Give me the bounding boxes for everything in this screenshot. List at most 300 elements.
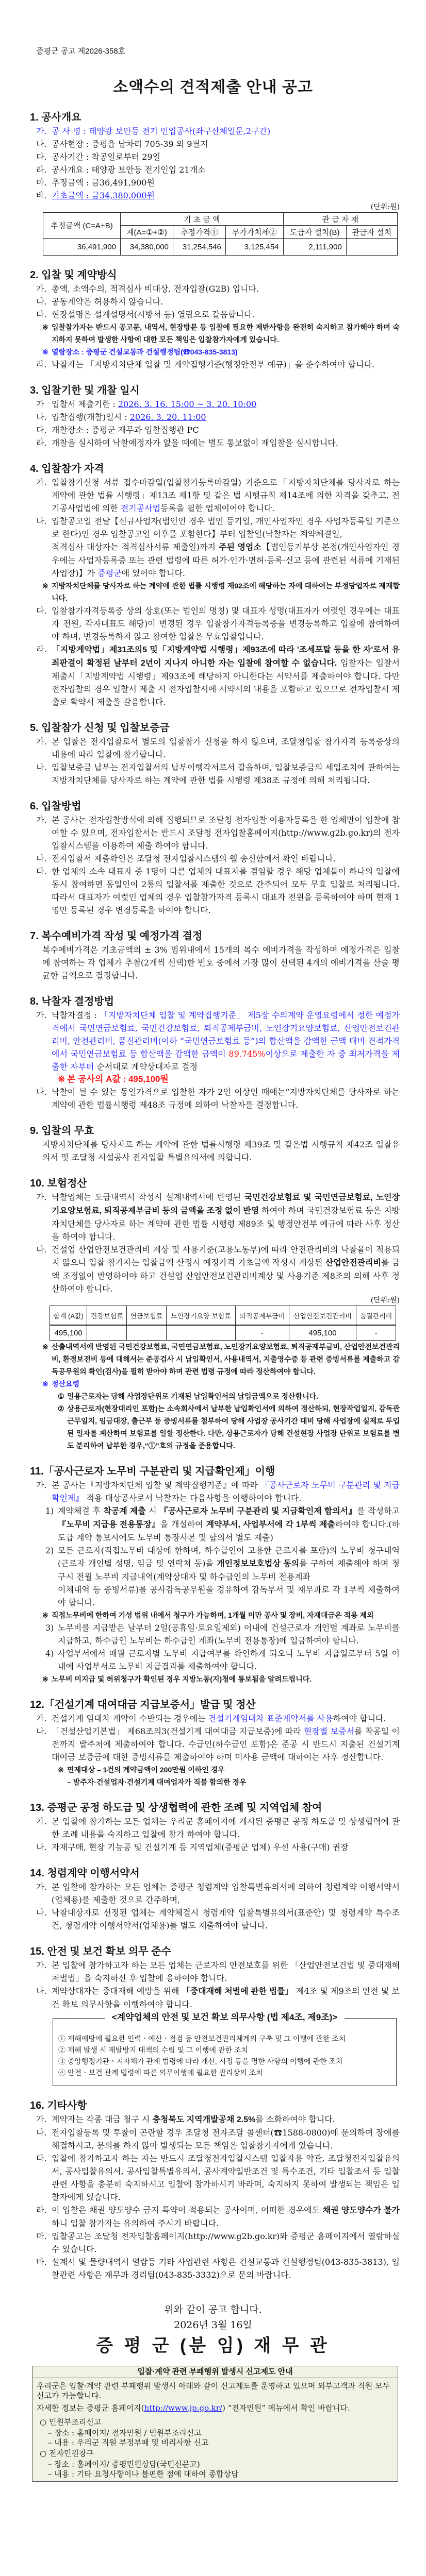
text-run: 공사기간 : 착공일로부터 29일 <box>52 152 161 162</box>
closing-date: 2026년 3월 16일 <box>174 2319 252 2331</box>
text-run: 입찰보증금 납부는 전자입찰서의 납부이행각서로서 갈음하며, 입찰보증금의 세입조치에 관하여는 지방자치단체를 당사자로 하는 계약에 관한 법률 시행령 제38조 규정에 의해 처리됩니다. <box>52 762 400 785</box>
section-heading: 11.「공사근로자 노무비 구분관리 및 지급확인제」이행 <box>30 1466 275 1477</box>
text-run: 「중대재해 처벌에 관한 법률」 <box>182 1987 293 1996</box>
sub-item <box>0 1504 400 1544</box>
list-item <box>0 308 400 321</box>
text-run: 복수예비가격은 기초금액의 ± 3% 범위내에서 15개의 복수 예비가격을 작성하며 예정가격은 입찰에 참여하는 각 업체가 추첨(2개씩 선택)한 번호 중에서 가장 많이 선택된 4개의 예비가격을 산술 평균한 금액으로 결정합니다. <box>42 945 400 980</box>
table-cell: 495,100 <box>289 1325 356 1341</box>
item-label: 다. <box>36 425 47 435</box>
table-header-row <box>50 1306 396 1326</box>
item-label: 가. <box>36 1882 47 1892</box>
detail-pre: 자세한 정보는 증평군 홈페이지( <box>37 2403 144 2413</box>
note <box>0 321 400 346</box>
text-run: 본 입찰에 참가하는 모든 업체는 증평군 청렴계약 입찰특별유의서에 의하여 청렴계약 이행서약서(업체용)를 제출한 것으로 간주하며, <box>52 1882 400 1905</box>
text-run: 개찰을 실시하여 낙찰예정자가 없을 때에는 별도 통보없이 재입찰을 실시합니다. <box>52 438 338 448</box>
sub-item <box>0 1621 400 1647</box>
list-item <box>0 2113 400 2126</box>
section-10 <box>0 1176 426 1452</box>
section-5 <box>0 721 426 787</box>
item-label: 가. <box>36 1817 47 1826</box>
list-item <box>0 1959 400 1985</box>
section-heading: 16. 기타사항 <box>30 2100 87 2111</box>
section-7 <box>0 929 426 982</box>
table-header-cell: 관 급 자 재 <box>283 213 397 226</box>
sub-item <box>0 1647 400 1673</box>
item-label: ※ <box>42 1380 48 1388</box>
note <box>0 1073 415 1086</box>
text-run: 입찰서 제출기한 : <box>52 399 118 409</box>
item-label: 가. <box>36 1192 47 1202</box>
text-run: 개찰장소 : 증평군 재무과 입찰집행관 PC <box>52 425 199 435</box>
text-run: 하여야 합니다. <box>333 1714 386 1723</box>
section-4 <box>0 462 426 708</box>
text-run: 직접노무비에 한하여 기성 범위 내에서 청구가 가능하며, 1개월 미만 공사 및 장비, 자재대금은 적용 제외 <box>52 1611 374 1619</box>
table-cell: - <box>236 1325 289 1341</box>
text-run: 입찰집행(개찰)일시 : <box>52 412 130 422</box>
item-label: 4) <box>45 1649 54 1658</box>
table-header-cell: 추정가격① <box>173 226 225 239</box>
document-title: 소액수의 견적제출 안내 공고 <box>113 79 313 96</box>
item-label: 가. <box>36 478 47 487</box>
budget-table <box>43 212 398 256</box>
item-label: 가. <box>36 1714 47 1723</box>
item-label: 나. <box>36 2128 47 2138</box>
text-run: 전자입찰서 제출확인은 조달청 전자입찰시스템의 웹 송신함에서 확인 바랍니다. <box>52 854 336 863</box>
note <box>0 1764 400 1776</box>
text-run: 본 공사는『지방자치단체 입찰 및 계약집행기준』에 따라 <box>52 1480 261 1490</box>
list-item <box>0 411 400 423</box>
list-item <box>0 1906 400 1932</box>
text-run: 제4조 및 제9조의 안전 및 보건 확보 의무사항을 이행하여야 합니다. <box>52 1986 400 2009</box>
table-header-cell: 산업안전보건관리비 <box>289 1306 356 1326</box>
text-run: 총액, 소액수의, 적격심사 비대상, 전자입찰(G2B) 입니다. <box>52 284 259 294</box>
section-heading: 15. 안전 및 보건 확보 의무 준수 <box>30 1946 171 1957</box>
text-run: 입찰참가자격등록증 상의 상호(또는 법인의 명칭) 및 대표자 성명(대표자가 여럿인 경우에는 대표자 전원, 각자대표도 해당)이 변경된 경우 입찰참가자격등록증을 변경등록하고 입찰에 참여하여야 하며, 변경등록하지 않고 참여한 입찰은 무효입찰입니다. <box>52 606 400 641</box>
item-label: 다. <box>36 2154 47 2163</box>
text-run: 산출내역서에 반영된 국민건강보험료, 국민연금보험료, 노인장기요양보험료, 퇴직공제부금비, 산업안전보건관리비, 환경보전비 등에 대해서는 준공검사 시 납입확인서, 사용내역서, 지출영수증 등 관련 증빙서류를 제출하고 감독공무원의 확인(검사)을 필히 받아야 하며 관련 법령 규정에 따라 정산하여야 합니다. <box>52 1343 400 1376</box>
text-run: 순서대로 계약상대자로 결정 <box>96 1062 198 1072</box>
text-run: 한 업체의 소속 대표자 중 1명이 다른 업체의 대표자를 겸임할 경우 해당 업체들이 하나의 입찰에 동시 참여하면 동일인이 2통의 입찰서를 제출한 것으로 간주되어 모두 무효 입찰로 처리됩니다. 따라서 대표자가 여럿인 업체의 경우 입찰참가자격 등록시 대표자 전원을 등록하여야 하며 현재 1명만 등록된 경우 변경등록을 하여야 합니다. <box>52 867 400 915</box>
text-run: 「지방자치단체 입찰 및 계약집행기준」 제5장 수의계약 운영요령에서 정한 예정가격에서 국민연금보험료, 국민건강보험료, 퇴직공제부금비, 노인장기요양보험료, 산업안전보건관리비, 안전관리비, 품질관리비(이하 “국민연금보험료 등”)의 합산액을 감액한 금액 대비 견적가격에서 국민연금보험료 등 합산액을 감액한 금액이 <box>52 1010 400 1059</box>
list-item <box>0 1243 400 1295</box>
item-label: ※ <box>42 582 48 590</box>
item-label: ※ <box>42 348 48 356</box>
item-label: 나. <box>36 1842 47 1852</box>
list-item <box>0 1985 400 2011</box>
table-row <box>50 1325 396 1341</box>
text-run: 적용 대상공사로서 낙찰자는 다음사항을 이행하여야 합니다. <box>84 1493 302 1503</box>
closing <box>0 2302 426 2359</box>
text-run: 계약상대자는 중대재해 예방을 위해 <box>52 1986 182 1996</box>
text-run: 계약체결 후 <box>58 1506 104 1516</box>
item-label: 나. <box>36 1726 47 1736</box>
text-run: 이상으로 제출한 자 중 최저가격을 제출한 자부터 <box>52 1049 400 1072</box>
text-run: 본 입찰에 참가하고자 하는 모든 업체는 근로자의 안전보호를 위한 「산업안전보건법 및 중대재해처벌법」을 숙지하신 후 입찰에 응하여야 합니다. <box>52 1960 400 1983</box>
section-3 <box>0 383 426 449</box>
text-run: 하여야 합니다.(하도급 계약 통보시에도 노무비 통장사본 및 합의서 별도 제출) <box>58 1519 400 1543</box>
list-item <box>0 1191 400 1243</box>
section-heading: 7. 복수예비가격 작성 및 예정가격 결정 <box>30 930 203 942</box>
text-run: 주된 영업소 <box>219 543 261 552</box>
table-cell: - <box>356 1325 396 1341</box>
table-header-cell: 연금보험료 <box>127 1306 167 1326</box>
item-label: ※ <box>58 1766 64 1774</box>
list-item <box>0 1725 400 1764</box>
table-header-cell: 관급자 설치 <box>346 226 397 239</box>
note <box>0 1673 400 1685</box>
notice-number: 증평군 공고 제2026-358호 <box>36 47 126 56</box>
item-label: ※ <box>58 1074 65 1084</box>
text-run: 건설기계임대차 표준계약서를 사용 <box>208 1714 333 1723</box>
item-label: 라. <box>36 645 47 654</box>
sub-item-continued <box>0 1583 400 1609</box>
table-header-cell: 부가가치세② <box>225 226 283 239</box>
text-run: 낙찰자는 「지방자치단체 입찰 및 계약집행기준(행정안전부 예규)」을 준수하여야 합니다. <box>52 360 375 369</box>
text-run: 입찰공고는 조달청 전자입찰홈페이지(http://www.g2b.go.kr)와 증평군 홈페이지에서 열람하실 수 있습니다. <box>52 2231 400 2254</box>
table-header-row <box>43 213 398 226</box>
report-group-line: – 내용 : 기타 요청사항이나 불편한 점에 대하여 종합상담 <box>48 2469 239 2479</box>
list-item <box>0 176 400 189</box>
section-heading: 14. 청렴계약 이행서약서 <box>30 1868 140 1879</box>
text-run: 이체내역 등 증빙서류)를 공사감독공무원을 경유하여 감독부서 및 재무과로 각 1부씩 제출하여야 합니다. <box>58 1585 400 1607</box>
table-header-cell: 추정금액 (C=A+B) <box>43 213 121 239</box>
text-run: 계약부서, 사업부서에 각 1부씩 제출 <box>206 1520 335 1529</box>
text-run: 사업부서에서 매월 근로자별 노무비 지급여부를 확인하게 되오니 노무비 지급일로부터 5일 이내에 사업부서로 노무비 지급결과를 제출하여야 합니다. <box>58 1649 400 1671</box>
item-label: ※ <box>42 323 48 331</box>
homepage-link[interactable]: http://www.jp.go.kr/ <box>144 2403 222 2413</box>
text-run: 을 개설하여 <box>160 1519 206 1529</box>
list-item <box>0 423 400 436</box>
section-6 <box>0 799 426 917</box>
list-item <box>0 1815 400 1841</box>
list-item <box>0 2230 400 2256</box>
list-item <box>0 436 400 449</box>
text-run: 【법인등기부상 본점(개인사업자인 경우에는 사업자등록증 또는 관련 법령에 따른 허가·인가·면허·등록·신고 등에 관련된 서류에 기재된 사업장)】가 <box>52 542 400 578</box>
item-label: ② <box>58 1404 64 1413</box>
text-run: 공동계약은 허용하지 않습니다. <box>52 297 163 307</box>
item-label: 라. <box>36 165 47 175</box>
text-run: 「지방계약법」제31조의5 및「지방계약법 시행령」제93조에 따라 '조세포탈 등을 한 자'로서 유죄판결이 확정된 날부터 2년이 지나지 아니한 자는 입찰에 참여할 수 없습니다. <box>52 646 400 668</box>
text-run: 열람장소 : 증평군 건설교통과 건설행정팀(☎043-835-3813) <box>52 348 238 356</box>
issuer-name: 증 평 군 (분 임) 재 무 관 <box>96 2336 330 2355</box>
section-heading: 5. 입찰참가 신청 및 입찰보증금 <box>30 722 170 734</box>
note <box>0 1776 400 1788</box>
item-label: 가. <box>36 737 47 747</box>
table-cell <box>166 1325 235 1341</box>
item-label: 나. <box>36 1245 47 1255</box>
item-label: 라. <box>36 2205 47 2215</box>
list-item <box>0 2204 400 2230</box>
text-run: 를 금액 조정없이 반영하여야 하고 건설업 산업안전보건관리비계상 및 사용기준 제8조의 의해 사후 정산하여야 합니다. <box>52 1258 400 1294</box>
list-item <box>0 2256 400 2281</box>
list-item <box>0 761 400 787</box>
item-label: 다. <box>36 310 47 319</box>
text-run: 시 <box>145 1506 160 1516</box>
text-run: 증평군 <box>97 568 122 578</box>
text-run: 를 소화하여야 합니다. <box>255 2114 335 2124</box>
item-label: 나. <box>36 139 47 149</box>
report-group-line: – 장소 : 홈페이지/ 전자민원 / 민원부조리신고 <box>48 2428 202 2437</box>
list-item <box>0 1009 400 1073</box>
list-item <box>0 2126 400 2152</box>
text-run: 정산요령 <box>52 1380 80 1388</box>
table-cell: 495,100 <box>50 1325 87 1341</box>
report-group-e-petition <box>37 2449 394 2479</box>
section-heading: 9. 입찰의 무효 <box>30 1125 94 1137</box>
text-run: 낙찰이 될 수 있는 동일가격으로 입찰한 자가 2인 이상인 때에는“지방자치단체를 당사자로 하는 계약에 관한 법률시행령 제48조 규정에 의하여 낙찰자를 결정합니다. <box>52 1087 400 1110</box>
text-run: 『노무비 지급용 전용통장』 <box>58 1520 160 1529</box>
item-label: 마. <box>36 178 47 188</box>
insurance-table <box>50 1306 396 1341</box>
list-item <box>0 163 400 176</box>
text-run: 「건설산업기본법」 제68조의3(건설기계 대여대금 지급보증)에 따라 <box>52 1726 304 1736</box>
text-run: 입찰자는 입찰서 제출시「지방계약법 시행령」제93조에 해당하지 아니한다는 서약서를 제출하여야 합니다. 다만 전자입찰의 경우 입찰서 제출 시 전자입찰서에 서약서의 내용을 포함하고 있으므로 전자입찰서 제출로 확약서 제출을 갈음합니다. <box>52 658 400 707</box>
text-run: 본 공사는 전자입찰방식에 의해 집행되므로 조달청 전자입찰 이용자등록을 한 업체만이 입찰에 참여할 수 있으며, 전자입찰서는 반드시 조달청 전자입찰홈페이지(http://www.g2b.go.kr)의 전자입찰시스템을 이용하여 제출 하여야 합니다. <box>52 815 400 851</box>
box-item: ① 재해예방에 필요한 인력ㆍ예산ㆍ점검 등 안전보건관리체계의 구축 및 그 이행에 관한 조치 <box>58 2035 346 2043</box>
text-run: 2026. 3. 20. 11:00 <box>129 412 206 422</box>
item-label: 나. <box>36 1986 47 1996</box>
text-run: 건설업 산업안전보건관리비 계상 및 사용기준(고용노동부)에 따라 안전관리비의 낙찰율이 적용되지 않으니 입찰 참가자는 입찰금액 산정시 예정가격 기초금액 작성시 계상된 <box>52 1245 400 1267</box>
item-label: 마. <box>36 2231 47 2241</box>
item-label: 나. <box>36 1087 47 1097</box>
paragraph <box>0 1138 400 1164</box>
section-11 <box>0 1464 426 1685</box>
list-item <box>0 476 400 515</box>
item-label: ① <box>58 1392 64 1400</box>
list-item <box>0 2152 400 2204</box>
text-run: 적격심사 대상자는 적격심사서류 제출일)까지 <box>52 542 219 552</box>
item-label: 다. <box>36 867 47 876</box>
text-run: 지방자치단체를 당사자로 하는 계약에 관한 법률 시행령 제92조에 해당하는 자에 대하여는 부정당업자로 제재합니다. <box>52 582 400 602</box>
text-run: 추정금액 : 금36,491,900원 <box>52 178 155 188</box>
table-cell <box>127 1325 167 1341</box>
sub-item <box>0 1544 400 1583</box>
box-item: ② 재해 발생 시 재발방지 대책의 수립 및 그 이행에 관한 조치 <box>58 2046 248 2054</box>
text-run: 본 입찰에 참가하는 모든 업체는 우리군 홈페이지에 게시된 증평군 공정 하도급 및 상생협력에 관한 조례 내용을 숙지하고 입찰에 참가 하여야 합니다. <box>52 1817 400 1839</box>
item-label: 가. <box>36 1480 47 1490</box>
text-run: 기초금액 : 금34,380,000원 <box>52 191 155 200</box>
table-header-cell: 노인장기요양 보험료 <box>166 1306 235 1326</box>
section-14 <box>0 1866 426 1932</box>
notice-body <box>0 110 426 2281</box>
text-run: 입찰참가자는 반드시 공고문, 내역서, 현장방문 등 입찰에 필요한 제반사항을 완전히 숙지하고 참가해야 하며 숙지하지 못하여 발생한 사항에 대한 모든 책임은 입찰참가자에게 있습니다. <box>52 323 400 344</box>
list-item <box>0 125 400 138</box>
report-box-intro: 우리군은 입찰·계약 관련 부패행위 발생시 아래와 같이 신고제도를 운영하고 있으며 외부고객과 직원 모두 신고가 가능합니다. <box>37 2381 390 2400</box>
text-run: 입찰참가신청 서류 접수마감일(입찰참가등록마감일) 기준으로「지방자치단체를 당사자로 하는 계약에 관한 법률 시행령」제13조 제1항 및 같은 법 시행규칙 제14조에 의한 자격을 갖추고, 전기공사업법에 의한 <box>52 478 400 513</box>
list-item <box>0 515 400 540</box>
text-run: 입찰공고일 전날【신규사업자(법인인 경우 법인 등기일, 개인사업자인 경우 사업자등록일 기준으로 한다)인 경우 입찰공고일 이후를 포함한다】부터 입찰일(낙찰자는 계약체결일, <box>52 516 400 539</box>
report-group-complaint <box>37 2417 394 2448</box>
list-item <box>0 1880 400 1906</box>
item-label: ※ <box>42 1611 48 1619</box>
item-label: 나. <box>36 516 47 526</box>
table-header-cell: 건강보험료 <box>87 1306 127 1326</box>
section-15 <box>0 1944 426 2086</box>
item-label: 가. <box>36 2114 47 2124</box>
text-run: 면제대상 – 1건의 계약금액이 200만원 이하인 경우 <box>67 1766 225 1774</box>
section-8 <box>0 994 426 1111</box>
text-run: 산업안전관리비 <box>325 1259 381 1267</box>
table-cell: 31,254,546 <box>173 239 225 256</box>
item-label: 다. <box>36 152 47 162</box>
list-item <box>0 282 400 295</box>
item-label: 가. <box>36 1010 47 1020</box>
item-label: 라. <box>36 360 47 369</box>
text-run: 낙찰업체는 도급내역서 작성시 설계내역서에 반영된 <box>52 1192 244 1202</box>
note <box>0 1341 400 1378</box>
text-run: 채권 양도양수가 불가 <box>322 2206 400 2215</box>
note <box>0 580 400 604</box>
section-heading: 13. 증평군 공정 하도급 및 상생협력에 관한 조례 및 지역업체 참여 <box>30 1802 322 1814</box>
table-cell: 36,491,900 <box>43 239 121 256</box>
text-run: 전기공사업 <box>120 503 161 513</box>
text-run: 『공사근로자 노무비 구분관리 및 지급확인제 합의서』 <box>159 1507 357 1516</box>
report-box-title: 입찰·계약 관련 부패행위 발생시 신고제도 안내 <box>32 2366 398 2378</box>
note <box>0 1609 400 1621</box>
box-item: ④ 안전ㆍ보건 관계 법령에 따른 의무이행에 필요한 관리상의 조치 <box>58 2069 263 2077</box>
text-run: 현장설명은 설계설명서(시방서 등) 열람으로 갈음합니다. <box>52 310 255 319</box>
list-item <box>0 604 400 643</box>
text-run: 착공계 제출 <box>103 1507 146 1516</box>
item-label: 가. <box>36 815 47 825</box>
table-cell: 2,111,900 <box>283 239 346 256</box>
note <box>0 346 400 358</box>
text-run: 국민건강보험료 및 국민연금보험료, 노인장기요양보험료, 퇴직공제부금비 등의 금액을 조정 없이 반영 <box>52 1193 400 1215</box>
list-item <box>0 189 400 202</box>
item-label: 나. <box>36 854 47 863</box>
text-run: 『공사근로자 노무비 구분관리 및 지급확인제』 <box>52 1480 400 1503</box>
item-label: ※ <box>42 1675 48 1683</box>
text-run: 에 있어야 합니다. <box>121 568 185 578</box>
table-header-cell: 합계 (A값) <box>50 1306 87 1326</box>
section-13 <box>0 1801 426 1854</box>
text-run: 89.745% <box>228 1049 266 1059</box>
paragraph <box>0 943 400 982</box>
text-run: – 발주자·건설업자·건설기계 대여업자가 직불 합의한 경우 <box>67 1778 247 1786</box>
text-run: 개인정보보호법상 동의 <box>217 1560 300 1568</box>
table-cell <box>346 239 397 256</box>
text-run: 2026. 3. 16. 15:00 ~ 3. 20. 10:00 <box>118 399 257 409</box>
box-item: ③ 중앙행정기관ㆍ지자체가 관계 법령에 따라 개선, 시정 등을 명한 사항의 이행에 관한 조치 <box>58 2057 343 2065</box>
text-run: 자재구매, 현장 기능공 및 건설기계 등 지역업체(증평군 업체) 우선 사용(구매) 권장 <box>52 1842 349 1852</box>
text-run: 설계서 및 물량내역서 열람등 기타 사업관련 사항은 건설교통과 건설행정팀(043-835-3813), 입찰관련 사항은 재무과 경리팀(043-835-3332)으로 문의 바랍니다. <box>52 2257 400 2280</box>
text-run: 낙찰대상자로 선정된 업체는 계약체결시 청렴계약 입찰특별유의서(표준안) 및 청렴계약 특수조건, 청렴계약 이행서약서(업체용)를 별도 제출하여야 합니다. <box>52 1908 400 1930</box>
text-run: 를 구하여 제출해야 하며 청구시 전월 노무비 지급내역(계약상대자 및 하수급인의 노무비 전용계좌 <box>58 1558 400 1582</box>
text-run: 입찰에 참가하고자 하는 자는 반드시 조달청전자입찰시스템 입찰자용 약관, 조달청전자입찰유의서, 공사입찰유의서, 공사입찰특별유의서, 공사계약일반조건 및 특수조건, 기타 입찰조서 등 입찰관련 사항을 충분히 숙지하시고 입찰에 참가하시기 바라며, 숙지하지 못하여 발생되는 책임은 입찰자에게 있습니다. <box>52 2154 400 2202</box>
note <box>0 1378 400 1390</box>
text-run: 공 사 명 : 태양광 보안등 전기 인입공사(좌구산체일문,2구간) <box>52 126 271 136</box>
list-item <box>0 295 400 308</box>
list-item <box>0 358 400 371</box>
list-item <box>0 643 400 708</box>
table-cell: 34,380,000 <box>120 239 173 256</box>
report-group-line: – 장소 : 홈페이지/ 증평민원상담(국민신문고) <box>48 2460 200 2469</box>
text-run: 를 작성하고 <box>357 1506 400 1516</box>
unit-label: (단위:원) <box>370 203 400 211</box>
item-label: 바. <box>36 2257 47 2267</box>
section-1 <box>0 110 426 256</box>
item-label: 3) <box>45 1623 54 1633</box>
list-item-continued <box>0 540 400 580</box>
text-run: 건설기계 임대차 계약이 수반되는 경우에는 <box>52 1714 208 1723</box>
text-run: 일용근로자는 당해 사업장단위로 기재된 납입확인서의 납입금액으로 정산합니다. <box>67 1392 319 1400</box>
table-cell: 3,125,454 <box>225 239 283 256</box>
box-title-text: <계약업체의 안전 및 보건 확보 의무사항 (법 제4조, 제9조)> <box>105 2012 345 2022</box>
section-heading: 3. 입찰기한 및 개찰 일시 <box>30 385 140 396</box>
section-heading: 12.「건설기계 대여대금 지급보증서」발급 및 정산 <box>30 1699 256 1710</box>
table-row <box>43 239 398 256</box>
list-item <box>0 1712 400 1725</box>
item-label: 나. <box>36 1908 47 1918</box>
text-run: 등록을 필한 업체이어야 합니다. <box>160 503 275 513</box>
item-label: 2) <box>45 1546 54 1555</box>
item-label: 가 <box>36 399 44 409</box>
text-run: 전자입찰등록 및 투찰이 곤란할 경우 조달청 전자조달 콜센터(☎1588-0800)에 문의하여 장애를 해결하시고, 문의를 하지 않아 발생되는 모든 책임은 입찰참가자에게 있습니다. <box>52 2128 400 2150</box>
section-heading: 1. 공사개요 <box>30 112 81 123</box>
report-group-title: ○ 민원부조리신고 <box>40 2417 102 2427</box>
text-run: 공사개요 : 태양광 보안등 전기인입 21개소 <box>52 165 206 175</box>
text-run: 이 입찰은 채권 양도양수 금지 특약이 적용되는 공사이며, 어떠한 경우에도 <box>52 2205 323 2215</box>
text-run: 현장별 보증서 <box>303 1726 355 1736</box>
item-label: 나. <box>36 762 47 772</box>
text-run: 본 공사의 A값 : 495,100원 <box>67 1074 169 1084</box>
item-label: 나. <box>36 412 47 422</box>
table-cell <box>87 1325 127 1341</box>
list-item <box>0 398 400 411</box>
item-label: 가. <box>36 1960 47 1970</box>
safety-obligations-box <box>53 2012 397 2086</box>
list-item <box>0 150 400 163</box>
section-2 <box>0 268 426 371</box>
item-label: 라. <box>36 438 47 448</box>
text-run: 계약자는 각종 대금 청구 시 <box>52 2114 153 2124</box>
list-item <box>0 865 400 917</box>
text-run: 충청북도 지역개발공채 2.5% <box>152 2115 256 2124</box>
table-header-cell: 기 초 금 액 <box>120 213 283 226</box>
table-header-cell: 도급자 설치(B) <box>283 226 346 239</box>
note <box>0 1390 400 1402</box>
list-item <box>0 814 400 852</box>
item-label: 다. <box>36 606 47 616</box>
section-heading: 8. 낙찰자 결정방법 <box>30 996 114 1007</box>
section-heading: 4. 입찰참가 자격 <box>30 463 104 474</box>
section-heading: 6. 입찰방법 <box>30 801 81 812</box>
text-run: 본 입찰은 전자입찰로서 별도의 입찰참가 신청을 하지 않으며, 조달청입찰 참가자격 등록증상의 내용에 따라 입찰에 참가합니다. <box>52 737 400 759</box>
text-run: 낙찰자결정 : <box>52 1010 100 1020</box>
note <box>0 1402 400 1452</box>
table-header-cell: 퇴직공제부금비 <box>236 1306 289 1326</box>
closing-statement: 위와 같이 공고 합니다. <box>164 2304 262 2315</box>
text-run: 하니 입찰 참가자는 유의하여 주시기 바랍니다. <box>52 2218 219 2228</box>
detail-post: ) “전자민원” 메뉴에서 확인 바랍니다. <box>222 2403 350 2413</box>
unit-label: (단위:원) <box>370 1296 400 1304</box>
item-label: 가. <box>36 126 47 136</box>
text-run: 하여야 하며 국민건강보험료 등은 지방자치단체를 당사자로 하는 계약에 관한 법률 시행령 제89조 및 행정안전부 예규에 따라 사후 정산을 하여야 합니다. <box>52 1206 400 1242</box>
box-title <box>53 2012 396 2023</box>
item-label: ※ <box>42 1343 48 1351</box>
list-item <box>0 1841 400 1854</box>
item-label: 바. <box>36 191 47 200</box>
list-item <box>0 138 400 150</box>
table-header-cell: 계(A=①+②) <box>120 226 173 239</box>
list-item <box>0 1479 400 1504</box>
report-group-title: ○ 전자민원창구 <box>40 2449 94 2458</box>
section-12 <box>0 1698 426 1788</box>
list-item <box>0 852 400 865</box>
list-item <box>0 735 400 761</box>
text-run: 지방자치단체를 당사자로 하는 계약에 관한 법률시행령 제39조 및 같은법 시행규칙 제42조 입찰유의서 및 조달청 시설공사 전자입찰 특별유의서에 의합니다. <box>42 1140 400 1162</box>
report-group-line: – 내용 : 우리군 직원 부정부패 및 비리사항 신고 <box>48 2438 209 2447</box>
